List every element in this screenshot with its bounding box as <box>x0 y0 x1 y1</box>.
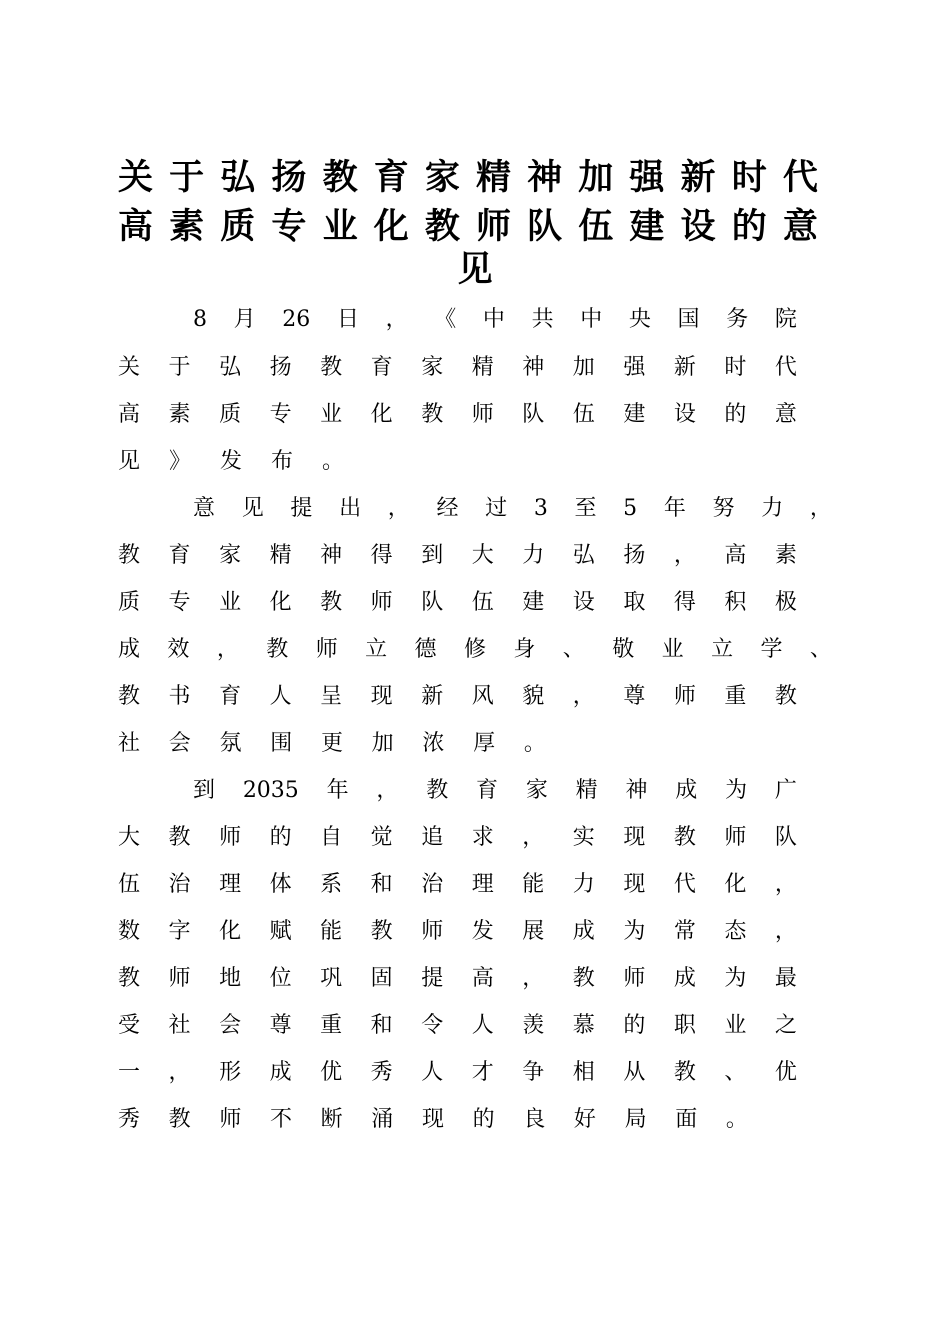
body-char: 体 <box>269 872 292 897</box>
body-char: 重 <box>724 684 747 709</box>
body-char: 教 <box>426 778 449 803</box>
body-char: 业 <box>320 402 343 427</box>
body-line <box>118 583 797 623</box>
body-char: 努 <box>712 496 735 521</box>
body-char: 师 <box>370 590 393 615</box>
body-line <box>193 771 797 811</box>
body-char: 、 <box>562 637 585 662</box>
body-char: 、 <box>724 1060 747 1085</box>
body-char: 2035 <box>242 778 299 803</box>
body-line <box>118 630 832 670</box>
body-char: 成 <box>118 637 141 662</box>
title-line-1 <box>118 151 818 199</box>
body-char: 。 <box>523 731 546 756</box>
body-char: ， <box>522 825 545 850</box>
body-char: 师 <box>219 825 242 850</box>
body-char: 成 <box>675 778 698 803</box>
body-char: 慕 <box>572 1013 595 1038</box>
body-char: 的 <box>269 825 292 850</box>
body-char: 不 <box>269 1107 292 1132</box>
body-char: 重 <box>320 1013 343 1038</box>
body-char: 新 <box>673 355 696 380</box>
body-char: 治 <box>421 872 444 897</box>
body-char: 效 <box>167 637 190 662</box>
title-char: 建 <box>629 207 665 247</box>
body-char: 良 <box>523 1107 546 1132</box>
body-char: 教 <box>118 543 141 568</box>
body-char: 得 <box>673 590 696 615</box>
body-char: 人 <box>269 684 292 709</box>
body-char: 师 <box>168 966 191 991</box>
body-char: 专 <box>269 402 292 427</box>
title-line-3: 见 <box>457 250 493 290</box>
body-char: 为 <box>623 919 646 944</box>
body-char: 到 <box>193 778 216 803</box>
body-char: 教 <box>118 966 141 991</box>
body-char: 务 <box>726 307 749 332</box>
body-line <box>118 818 797 858</box>
body-char: 社 <box>168 1013 191 1038</box>
body-char: 家 <box>525 778 548 803</box>
body-char: 8 <box>193 307 207 332</box>
body-line <box>118 724 546 764</box>
title-char: 教 <box>322 158 358 198</box>
title-char: 加 <box>578 158 614 198</box>
body-char: 职 <box>673 1013 696 1038</box>
body-char: 师 <box>315 637 338 662</box>
body-char: 涌 <box>371 1107 394 1132</box>
body-char: 觉 <box>370 825 393 850</box>
body-char: 于 <box>168 355 191 380</box>
title-char: 教 <box>424 207 460 247</box>
body-char: 、 <box>809 637 832 662</box>
body-char: 新 <box>421 684 444 709</box>
body-char: 身 <box>513 637 536 662</box>
body-char: 化 <box>219 919 242 944</box>
body-char: 出 <box>339 496 362 521</box>
body-char: 成 <box>673 966 696 991</box>
body-char: 理 <box>471 872 494 897</box>
body-char: 化 <box>370 402 393 427</box>
body-char: 师 <box>673 684 696 709</box>
body-char: 家 <box>219 543 242 568</box>
body-char: 代 <box>774 355 797 380</box>
body-char: 伍 <box>572 402 595 427</box>
title-char: 弘 <box>220 158 256 198</box>
body-char: 的 <box>623 1013 646 1038</box>
body-char: 赋 <box>269 919 292 944</box>
body-char: 发 <box>219 449 242 474</box>
body-char: 优 <box>320 1060 343 1085</box>
body-char: 队 <box>522 402 545 427</box>
body-char: 积 <box>724 590 747 615</box>
title-char: 化 <box>373 207 409 247</box>
body-char: 实 <box>572 825 595 850</box>
body-char: 力 <box>761 496 784 521</box>
body-char: 院 <box>774 307 797 332</box>
body-char: 成 <box>572 919 595 944</box>
body-char: 尊 <box>269 1013 292 1038</box>
body-char: 年 <box>326 778 349 803</box>
body-char: 神 <box>320 543 343 568</box>
body-char: 中 <box>580 307 603 332</box>
body-char: 字 <box>168 919 191 944</box>
body-char: 育 <box>476 778 499 803</box>
body-char: 师 <box>471 402 494 427</box>
body-char: 。 <box>725 1107 748 1132</box>
body-char: 和 <box>370 1013 393 1038</box>
title-char: 关 <box>118 158 154 198</box>
body-char: 自 <box>320 825 343 850</box>
title-char: 设 <box>680 207 716 247</box>
body-char: 学 <box>760 637 783 662</box>
body-char: 高 <box>118 402 141 427</box>
body-char: ， <box>673 543 696 568</box>
body-char: 扬 <box>269 355 292 380</box>
body-line <box>193 300 797 340</box>
title-char: 育 <box>373 158 409 198</box>
body-char: 布 <box>270 449 293 474</box>
body-line <box>118 1053 797 1093</box>
body-char: 会 <box>168 731 191 756</box>
title-char: 于 <box>169 158 205 198</box>
body-char: 面 <box>675 1107 698 1132</box>
title-char: 强 <box>629 158 665 198</box>
title-char: 精 <box>475 158 511 198</box>
title-char: 业 <box>322 207 358 247</box>
body-char: 月 <box>233 307 256 332</box>
body-char: ， <box>572 684 595 709</box>
body-char: 育 <box>168 543 191 568</box>
body-char: 大 <box>118 825 141 850</box>
body-char: 发 <box>471 919 494 944</box>
body-line <box>118 865 797 905</box>
body-char: 高 <box>724 543 747 568</box>
body-char: 关 <box>118 355 141 380</box>
body-char: 教 <box>266 637 289 662</box>
body-char: 好 <box>573 1107 596 1132</box>
body-char: 断 <box>320 1107 343 1132</box>
title-char: 时 <box>731 158 767 198</box>
body-char: 专 <box>168 590 191 615</box>
body-line <box>118 536 797 576</box>
body-char: ， <box>387 496 410 521</box>
body-char: 态 <box>724 919 747 944</box>
body-char: 氛 <box>219 731 242 756</box>
body-char: 能 <box>320 919 343 944</box>
body-line <box>118 1100 748 1140</box>
title-char: 扬 <box>271 158 307 198</box>
body-char: 为 <box>725 778 748 803</box>
title-char: 专 <box>271 207 307 247</box>
body-char: 厚 <box>473 731 496 756</box>
body-char: 至 <box>574 496 597 521</box>
body-char: 教 <box>320 355 343 380</box>
body-char: 为 <box>724 966 747 991</box>
body-char: 精 <box>471 355 494 380</box>
body-char: 数 <box>118 919 141 944</box>
title-char: 家 <box>424 158 460 198</box>
body-char: 师 <box>623 966 646 991</box>
body-char: 教 <box>168 825 191 850</box>
body-char: 社 <box>118 731 141 756</box>
body-char: 治 <box>168 872 191 897</box>
body-char: 求 <box>471 825 494 850</box>
body-char: 队 <box>774 825 797 850</box>
body-char: 央 <box>628 307 651 332</box>
body-char: 理 <box>219 872 242 897</box>
body-char: 立 <box>365 637 388 662</box>
body-line <box>118 442 344 482</box>
body-char: 伍 <box>118 872 141 897</box>
body-char: 代 <box>673 872 696 897</box>
body-char: 素 <box>168 402 191 427</box>
body-char: 系 <box>320 872 343 897</box>
body-char: 伍 <box>471 590 494 615</box>
body-char: 《 <box>434 307 457 332</box>
body-char: 意 <box>193 496 216 521</box>
body-char: 意 <box>774 402 797 427</box>
body-char: 建 <box>522 590 545 615</box>
body-char: 。 <box>321 449 344 474</box>
body-char: 现 <box>421 1107 444 1132</box>
body-char: 优 <box>774 1060 797 1085</box>
body-char: 广 <box>774 778 797 803</box>
body-char: 质 <box>118 590 141 615</box>
body-char: 建 <box>623 402 646 427</box>
body-char: 围 <box>270 731 293 756</box>
body-char: 业 <box>219 590 242 615</box>
body-char: 5 <box>623 496 638 521</box>
body-char: 位 <box>269 966 292 991</box>
body-char: 育 <box>219 684 242 709</box>
body-char: 弘 <box>572 543 595 568</box>
body-char: 到 <box>421 543 444 568</box>
body-char: 极 <box>774 590 797 615</box>
body-char: 设 <box>673 402 696 427</box>
body-char: 一 <box>118 1060 141 1085</box>
body-char: 才 <box>471 1060 494 1085</box>
body-char: 质 <box>219 402 242 427</box>
body-char: 力 <box>522 543 545 568</box>
body-char: 年 <box>663 496 686 521</box>
body-char: 的 <box>472 1107 495 1132</box>
body-char: 最 <box>774 966 797 991</box>
body-char: 敬 <box>612 637 635 662</box>
body-char: 令 <box>421 1013 444 1038</box>
body-char: 神 <box>625 778 648 803</box>
body-char: 见 <box>118 449 141 474</box>
title-char: 意 <box>782 207 818 247</box>
body-line <box>118 912 797 952</box>
title-char: 伍 <box>578 207 614 247</box>
body-char: 局 <box>624 1107 647 1132</box>
body-char: 相 <box>572 1060 595 1085</box>
body-char: 26 <box>282 307 311 332</box>
body-char: 教 <box>673 825 696 850</box>
title-char: 的 <box>731 207 767 247</box>
body-char: 共 <box>531 307 554 332</box>
body-char: 的 <box>724 402 747 427</box>
body-char: 加 <box>572 355 595 380</box>
body-char: ， <box>168 1060 191 1085</box>
body-char: 教 <box>168 1107 191 1132</box>
body-char: 常 <box>673 919 696 944</box>
title-char: 代 <box>782 158 818 198</box>
body-char: 教 <box>320 590 343 615</box>
body-char: 高 <box>471 966 494 991</box>
body-char: 强 <box>623 355 646 380</box>
body-char: ， <box>809 496 832 521</box>
body-char: 形 <box>219 1060 242 1085</box>
body-char: 业 <box>724 1013 747 1038</box>
body-char: 地 <box>219 966 242 991</box>
body-char: 羡 <box>522 1013 545 1038</box>
body-char: 素 <box>774 543 797 568</box>
body-char: 力 <box>572 872 595 897</box>
title-char: 师 <box>475 207 511 247</box>
body-char: 师 <box>421 919 444 944</box>
body-char: 化 <box>269 590 292 615</box>
body-char: 扬 <box>623 543 646 568</box>
body-char: 教 <box>572 966 595 991</box>
body-char: 神 <box>522 355 545 380</box>
body-char: 见 <box>241 496 264 521</box>
body-char: 展 <box>522 919 545 944</box>
body-char: 日 <box>336 307 359 332</box>
body-char: ， <box>774 872 797 897</box>
body-char: 现 <box>370 684 393 709</box>
body-line <box>118 959 797 999</box>
body-char: 设 <box>572 590 595 615</box>
body-char: 家 <box>421 355 444 380</box>
body-char: 成 <box>269 1060 292 1085</box>
body-char: 现 <box>623 872 646 897</box>
body-char: 中 <box>482 307 505 332</box>
title-char: 队 <box>527 207 563 247</box>
title-char: 高 <box>118 207 154 247</box>
body-line <box>193 489 832 529</box>
body-char: 时 <box>724 355 747 380</box>
body-char: 尊 <box>623 684 646 709</box>
body-line <box>118 1006 797 1046</box>
body-char: 呈 <box>320 684 343 709</box>
body-char: 精 <box>575 778 598 803</box>
body-char: 浓 <box>422 731 445 756</box>
body-char: 过 <box>485 496 508 521</box>
body-char: 从 <box>623 1060 646 1085</box>
body-char: 化 <box>724 872 747 897</box>
title-line-2 <box>118 200 818 248</box>
body-char: 和 <box>370 872 393 897</box>
body-line <box>118 395 797 435</box>
body-char: 提 <box>421 966 444 991</box>
body-char: ， <box>216 637 239 662</box>
body-char: 育 <box>370 355 393 380</box>
body-char: 取 <box>623 590 646 615</box>
title-char: 素 <box>169 207 205 247</box>
body-char: 教 <box>673 1060 696 1085</box>
body-char: 现 <box>623 825 646 850</box>
body-char: ， <box>385 307 408 332</box>
body-char: 3 <box>533 496 548 521</box>
body-char: 国 <box>677 307 700 332</box>
body-char: ， <box>376 778 399 803</box>
body-char: 队 <box>421 590 444 615</box>
title-char: 新 <box>680 158 716 198</box>
body-char: 师 <box>724 825 747 850</box>
body-char: 弘 <box>219 355 242 380</box>
body-char: 更 <box>320 731 343 756</box>
body-char: 经 <box>436 496 459 521</box>
body-char: 之 <box>774 1013 797 1038</box>
body-char: 》 <box>168 449 191 474</box>
body-char: 师 <box>219 1107 242 1132</box>
body-line <box>118 677 797 717</box>
body-char: 会 <box>219 1013 242 1038</box>
body-char: 秀 <box>370 1060 393 1085</box>
body-char: 能 <box>522 872 545 897</box>
body-char: 加 <box>371 731 394 756</box>
title-char: 质 <box>220 207 256 247</box>
body-char: 巩 <box>320 966 343 991</box>
body-char: 提 <box>290 496 313 521</box>
body-char: 争 <box>522 1060 545 1085</box>
body-char: 秀 <box>118 1107 141 1132</box>
body-char: 修 <box>463 637 486 662</box>
body-char: ， <box>522 966 545 991</box>
body-line <box>118 348 797 388</box>
body-char: 教 <box>421 402 444 427</box>
body-char: 追 <box>421 825 444 850</box>
body-char: 得 <box>370 543 393 568</box>
body-char: 风 <box>471 684 494 709</box>
body-char: 貌 <box>522 684 545 709</box>
body-char: 教 <box>370 919 393 944</box>
body-char: 人 <box>421 1060 444 1085</box>
body-char: 立 <box>711 637 734 662</box>
body-char: 德 <box>414 637 437 662</box>
body-char: 人 <box>471 1013 494 1038</box>
body-char: 书 <box>168 684 191 709</box>
body-char: 教 <box>118 684 141 709</box>
body-char: 精 <box>269 543 292 568</box>
body-char: ， <box>774 919 797 944</box>
body-char: 固 <box>370 966 393 991</box>
body-char: 受 <box>118 1013 141 1038</box>
body-char: 大 <box>471 543 494 568</box>
title-char: 神 <box>527 158 563 198</box>
body-char: 业 <box>661 637 684 662</box>
body-char: 教 <box>774 684 797 709</box>
